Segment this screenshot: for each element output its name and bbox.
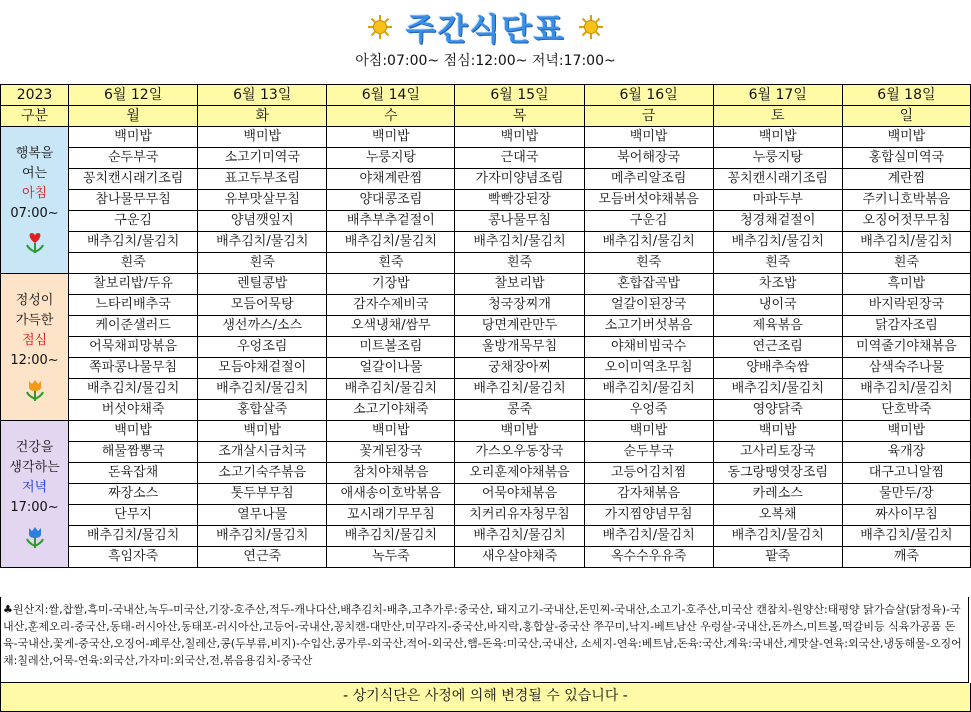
- menu-cell: 배추김치/물김치: [713, 379, 842, 400]
- menu-cell: 팥죽: [713, 547, 842, 568]
- menu-cell: 단호박죽: [842, 400, 970, 421]
- menu-cell: 모듬야채겉절이: [198, 358, 327, 379]
- menu-cell: 새우살야채죽: [455, 547, 584, 568]
- lunch-row: [1, 358, 971, 379]
- menu-cell: 배추김치/물김치: [327, 526, 455, 547]
- menu-cell: 표고두부조림: [198, 169, 327, 190]
- meal-label-time: 17:00~: [10, 500, 59, 515]
- origin-info: ♣원산지:쌀,찹쌀,흑미-국내산,녹두-미국산,기장-호주산,적두-캐나다산,배추김치-배추,고추가루:중국산, 돼지고기-국내산,돈민찌-국내산,소고기-호주산,미국산 캔참치-원양산:태평양 닭가슴살(닭정육)-국내산,훈제오리-중국산,동태-러시아산,동태포-러시아산,고등어-국내산,꽁치캔-대만산,미꾸라지-중국산,바지락,홍합살-중국산 쭈꾸미,낙지-베트남산 우렁살-국내산,돈까스,미트볼,떡갈비등 식육가공품 돈육-국내산,꽃게-중국산,오징어-페루산,칠레산,콩(두부류,비지)-수입산,콩가루-외국산,적어-외국산,햄-돈육:미국산,국내산, 소세지-연육:베트남,돈육:국산,계육:국내산,게맛살-연육:외국산,냉동해물-오징어채:칠레산,어묵-연육:외국산,가자미:외국산,전,볶음용김치-중국산: [0, 597, 969, 683]
- menu-cell: 홍합살죽: [198, 400, 327, 421]
- date-cell: 6월 18일: [842, 85, 970, 106]
- menu-cell: 참나물무무침: [69, 190, 198, 211]
- meal-label-line2: 여는: [21, 166, 48, 181]
- menu-cell: 백미밥: [327, 127, 455, 148]
- menu-cell: 백미밥: [198, 421, 327, 442]
- menu-cell: 청국장찌개: [455, 295, 584, 316]
- menu-cell: 꽃게된장국: [327, 442, 455, 463]
- weekday-cell: 화: [198, 106, 327, 127]
- dinner-label: [1, 421, 69, 568]
- menu-cell: 깨죽: [842, 547, 970, 568]
- menu-cell: 배추김치/물김치: [584, 526, 713, 547]
- date-cell: 6월 14일: [327, 85, 455, 106]
- menu-cell: 가스오우동장국: [455, 442, 584, 463]
- meal-label-line2: 생각하는: [9, 460, 60, 475]
- menu-cell: 콩죽: [455, 400, 584, 421]
- menu-cell: 얼갈이된장국: [584, 295, 713, 316]
- menu-cell: 육개장: [842, 442, 970, 463]
- menu-cell: 배추김치/물김치: [713, 526, 842, 547]
- weekday-row: [1, 106, 971, 127]
- menu-cell: 백미밥: [69, 421, 198, 442]
- menu-cell: 꽁치캔시래기조림: [713, 169, 842, 190]
- menu-cell: 어묵야채볶음: [455, 484, 584, 505]
- menu-cell: 소고기미역국: [198, 148, 327, 169]
- breakfast-row: [1, 127, 971, 148]
- menu-cell: 북어해장국: [584, 148, 713, 169]
- menu-cell: 삼색숙주나물: [842, 358, 970, 379]
- menu-cell: 생선까스/소스: [198, 316, 327, 337]
- date-cell: 6월 15일: [455, 85, 584, 106]
- menu-cell: 어묵채피망볶음: [69, 337, 198, 358]
- menu-cell: 꽁치캔시래기조림: [69, 169, 198, 190]
- menu-cell: 배추김치/물김치: [713, 232, 842, 253]
- menu-cell: 고사리토장국: [713, 442, 842, 463]
- breakfast-row: [1, 148, 971, 169]
- menu-cell: 오징어젓무무침: [842, 211, 970, 232]
- dinner-row: [1, 421, 971, 442]
- menu-cell: 차조밥: [713, 274, 842, 295]
- menu-cell: 배추김치/물김치: [455, 379, 584, 400]
- menu-cell: 배추김치/물김치: [198, 379, 327, 400]
- menu-cell: 우엉죽: [584, 400, 713, 421]
- menu-cell: 구운김: [584, 211, 713, 232]
- menu-cell: 미역줄기야채볶음: [842, 337, 970, 358]
- menu-cell: 콩나물무침: [455, 211, 584, 232]
- menu-cell: 백미밥: [584, 127, 713, 148]
- menu-cell: 흑임자죽: [69, 547, 198, 568]
- menu-cell: 제육볶음: [713, 316, 842, 337]
- menu-cell: 고등어김치찜: [584, 463, 713, 484]
- menu-cell: 메추리알조림: [584, 169, 713, 190]
- meal-label-line1: 정성이: [15, 293, 54, 308]
- dinner-row: [1, 484, 971, 505]
- menu-cell: 오복채: [713, 505, 842, 526]
- breakfast-row: [1, 169, 971, 190]
- menu-cell: 단무지: [69, 505, 198, 526]
- menu-cell: 닭감자조림: [842, 316, 970, 337]
- tulip-icon: [1, 377, 68, 403]
- meal-label-time: 07:00~: [10, 206, 59, 221]
- sun-right-icon: [578, 14, 604, 40]
- menu-cell: 해물짬뽕국: [69, 442, 198, 463]
- menu-cell: 감자수제비국: [327, 295, 455, 316]
- menu-cell: 양배추숙쌈: [713, 358, 842, 379]
- dinner-row: [1, 526, 971, 547]
- menu-cell: 배추김치/물김치: [198, 526, 327, 547]
- menu-cell: 옥수수우유죽: [584, 547, 713, 568]
- meal-label-meal: 아침: [21, 186, 48, 201]
- menu-cell: 양념깻잎지: [198, 211, 327, 232]
- weekday-cell: 목: [455, 106, 584, 127]
- menu-cell: 느타리배추국: [69, 295, 198, 316]
- meal-times: 아침:07:00~ 점심:12:00~ 저녁:17:00~: [355, 53, 616, 69]
- weekday-cell: 일: [842, 106, 970, 127]
- menu-cell: 케이준샐러드: [69, 316, 198, 337]
- menu-cell: 백미밥: [713, 421, 842, 442]
- title-area: [0, 4, 971, 49]
- sun-left-icon: [367, 14, 393, 40]
- menu-cell: 오이미역초무침: [584, 358, 713, 379]
- menu-cell: 배추김치/물김치: [327, 379, 455, 400]
- menu-cell: 백미밥: [455, 421, 584, 442]
- menu-cell: 톳두부무침: [198, 484, 327, 505]
- blue-flower-icon: [1, 524, 68, 550]
- meal-label-time: 12:00~: [10, 353, 59, 368]
- menu-cell: 울방개묵무침: [455, 337, 584, 358]
- menu-cell: 찰보리밥: [455, 274, 584, 295]
- menu-cell: 동그랑땡엿장조림: [713, 463, 842, 484]
- menu-cell: 누룽지탕: [327, 148, 455, 169]
- menu-cell: 물만두/장: [842, 484, 970, 505]
- menu-cell: 연근조림: [713, 337, 842, 358]
- menu-cell: 흑미밥: [842, 274, 970, 295]
- menu-cell: 짜사이무침: [842, 505, 970, 526]
- menu-cell: 배추김치/물김치: [842, 232, 970, 253]
- meal-label-meal: 저녁: [21, 480, 48, 495]
- menu-cell: 계란찜: [842, 169, 970, 190]
- menu-cell: 참치야채볶음: [327, 463, 455, 484]
- menu-cell: 구운김: [69, 211, 198, 232]
- menu-cell: 흰죽: [198, 253, 327, 274]
- menu-cell: 주키니호박볶음: [842, 190, 970, 211]
- menu-cell: 기장밥: [327, 274, 455, 295]
- menu-cell: 마파두부: [713, 190, 842, 211]
- menu-cell: 빡빡강된장: [455, 190, 584, 211]
- weekday-cell: 금: [584, 106, 713, 127]
- menu-cell: 연근죽: [198, 547, 327, 568]
- menu-cell: 순두부국: [69, 148, 198, 169]
- breakfast-row: [1, 211, 971, 232]
- year-cell: 2023: [1, 85, 69, 106]
- breakfast-row: [1, 190, 971, 211]
- gubun-cell: 구분: [1, 106, 69, 127]
- dinner-row: [1, 442, 971, 463]
- menu-cell: 배추부추겉절이: [327, 211, 455, 232]
- menu-cell: 버섯야채죽: [69, 400, 198, 421]
- menu-cell: 유부맛살무침: [198, 190, 327, 211]
- menu-cell: 배추김치/물김치: [69, 379, 198, 400]
- menu-cell: 백미밥: [327, 421, 455, 442]
- menu-cell: 배추김치/물김치: [584, 232, 713, 253]
- menu-cell: 흰죽: [584, 253, 713, 274]
- weekday-cell: 월: [69, 106, 198, 127]
- menu-cell: 흰죽: [713, 253, 842, 274]
- heart-flower-icon: [1, 230, 68, 256]
- menu-cell: 흰죽: [327, 253, 455, 274]
- menu-cell: 배추김치/물김치: [198, 232, 327, 253]
- menu-cell: 양대콩조림: [327, 190, 455, 211]
- breakfast-row: [1, 253, 971, 274]
- menu-cell: 배추김치/물김치: [69, 526, 198, 547]
- menu-cell: 야채비빔국수: [584, 337, 713, 358]
- menu-cell: 가자미양념조림: [455, 169, 584, 190]
- menu-cell: 애새송이호박볶음: [327, 484, 455, 505]
- menu-cell: 대구고니알찜: [842, 463, 970, 484]
- menu-cell: 순두부국: [584, 442, 713, 463]
- dinner-row: [1, 547, 971, 568]
- menu-cell: 배추김치/물김치: [455, 232, 584, 253]
- menu-cell: 미트볼조림: [327, 337, 455, 358]
- menu-cell: 돈육잡채: [69, 463, 198, 484]
- menu-cell: 열무나물: [198, 505, 327, 526]
- date-cell: 6월 16일: [584, 85, 713, 106]
- menu-cell: 백미밥: [198, 127, 327, 148]
- menu-cell: 찰보리밥/두유: [69, 274, 198, 295]
- lunch-row: [1, 274, 971, 295]
- menu-cell: 혼합잡곡밥: [584, 274, 713, 295]
- menu-cell: 감자채볶음: [584, 484, 713, 505]
- menu-cell: 소고기버섯볶음: [584, 316, 713, 337]
- menu-cell: 궁채장아찌: [455, 358, 584, 379]
- weekday-cell: 토: [713, 106, 842, 127]
- menu-cell: 백미밥: [713, 127, 842, 148]
- menu-cell: 백미밥: [584, 421, 713, 442]
- dinner-row: [1, 505, 971, 526]
- menu-cell: 백미밥: [842, 127, 970, 148]
- menu-cell: 녹두죽: [327, 547, 455, 568]
- menu-cell: 냉이국: [713, 295, 842, 316]
- menu-cell: 백미밥: [69, 127, 198, 148]
- menu-cell: 오리훈제야채볶음: [455, 463, 584, 484]
- menu-cell: 배추김치/물김치: [842, 379, 970, 400]
- page-title: 주간식단표: [405, 12, 566, 48]
- menu-cell: 백미밥: [842, 421, 970, 442]
- lunch-row: [1, 337, 971, 358]
- menu-cell: 당면계란만두: [455, 316, 584, 337]
- menu-cell: 바지락된장국: [842, 295, 970, 316]
- menu-cell: 배추김치/물김치: [455, 526, 584, 547]
- menu-cell: 근대국: [455, 148, 584, 169]
- lunch-row: [1, 379, 971, 400]
- menu-cell: 배추김치/물김치: [69, 232, 198, 253]
- date-cell: 6월 12일: [69, 85, 198, 106]
- menu-cell: 흰죽: [842, 253, 970, 274]
- meal-label-meal: 점심: [21, 333, 48, 348]
- lunch-row: [1, 400, 971, 421]
- menu-cell: 오색냉채/쌈무: [327, 316, 455, 337]
- date-cell: 6월 17일: [713, 85, 842, 106]
- notice: - 상기식단은 사정에 의해 변경될 수 있습니다 -: [0, 683, 971, 712]
- weekday-cell: 수: [327, 106, 455, 127]
- lunch-row: [1, 295, 971, 316]
- breakfast-label: [1, 127, 69, 274]
- menu-cell: 얼갈이나물: [327, 358, 455, 379]
- lunch-row: [1, 316, 971, 337]
- menu-cell: 소고기숙주볶음: [198, 463, 327, 484]
- menu-cell: 소고기야채죽: [327, 400, 455, 421]
- menu-cell: 홍합실미역국: [842, 148, 970, 169]
- menu-cell: 조개살시금치국: [198, 442, 327, 463]
- date-cell: 6월 13일: [198, 85, 327, 106]
- breakfast-row: [1, 232, 971, 253]
- menu-cell: 짜장소스: [69, 484, 198, 505]
- menu-cell: 배추김치/물김치: [584, 379, 713, 400]
- menu-cell: 백미밥: [455, 127, 584, 148]
- menu-cell: 꼬시래기무무침: [327, 505, 455, 526]
- menu-cell: 배추김치/물김치: [327, 232, 455, 253]
- menu-cell: 카레소스: [713, 484, 842, 505]
- menu-cell: 모듬어묵탕: [198, 295, 327, 316]
- menu-cell: 청경채겉절이: [713, 211, 842, 232]
- menu-cell: 모듬버섯야채볶음: [584, 190, 713, 211]
- meal-label-line2: 가득한: [15, 313, 54, 328]
- menu-cell: 쪽파콩나물무침: [69, 358, 198, 379]
- menu-cell: 영양닭죽: [713, 400, 842, 421]
- lunch-label: [1, 274, 69, 421]
- menu-cell: 흰죽: [69, 253, 198, 274]
- menu-cell: 우엉조림: [198, 337, 327, 358]
- page-header: [0, 0, 971, 82]
- menu-cell: 가지찜양념무침: [584, 505, 713, 526]
- menu-cell: 야채계란찜: [327, 169, 455, 190]
- menu-cell: 렌틸콩밥: [198, 274, 327, 295]
- meal-label-line1: 행복을: [15, 146, 54, 161]
- menu-cell: 흰죽: [455, 253, 584, 274]
- menu-cell: 누룽지탕: [713, 148, 842, 169]
- date-row: [1, 85, 971, 106]
- meal-label-line1: 건강을: [15, 440, 54, 455]
- menu-cell: 배추김치/물김치: [842, 526, 970, 547]
- menu-table: [0, 84, 971, 568]
- menu-cell: 치커리유자청무침: [455, 505, 584, 526]
- dinner-row: [1, 463, 971, 484]
